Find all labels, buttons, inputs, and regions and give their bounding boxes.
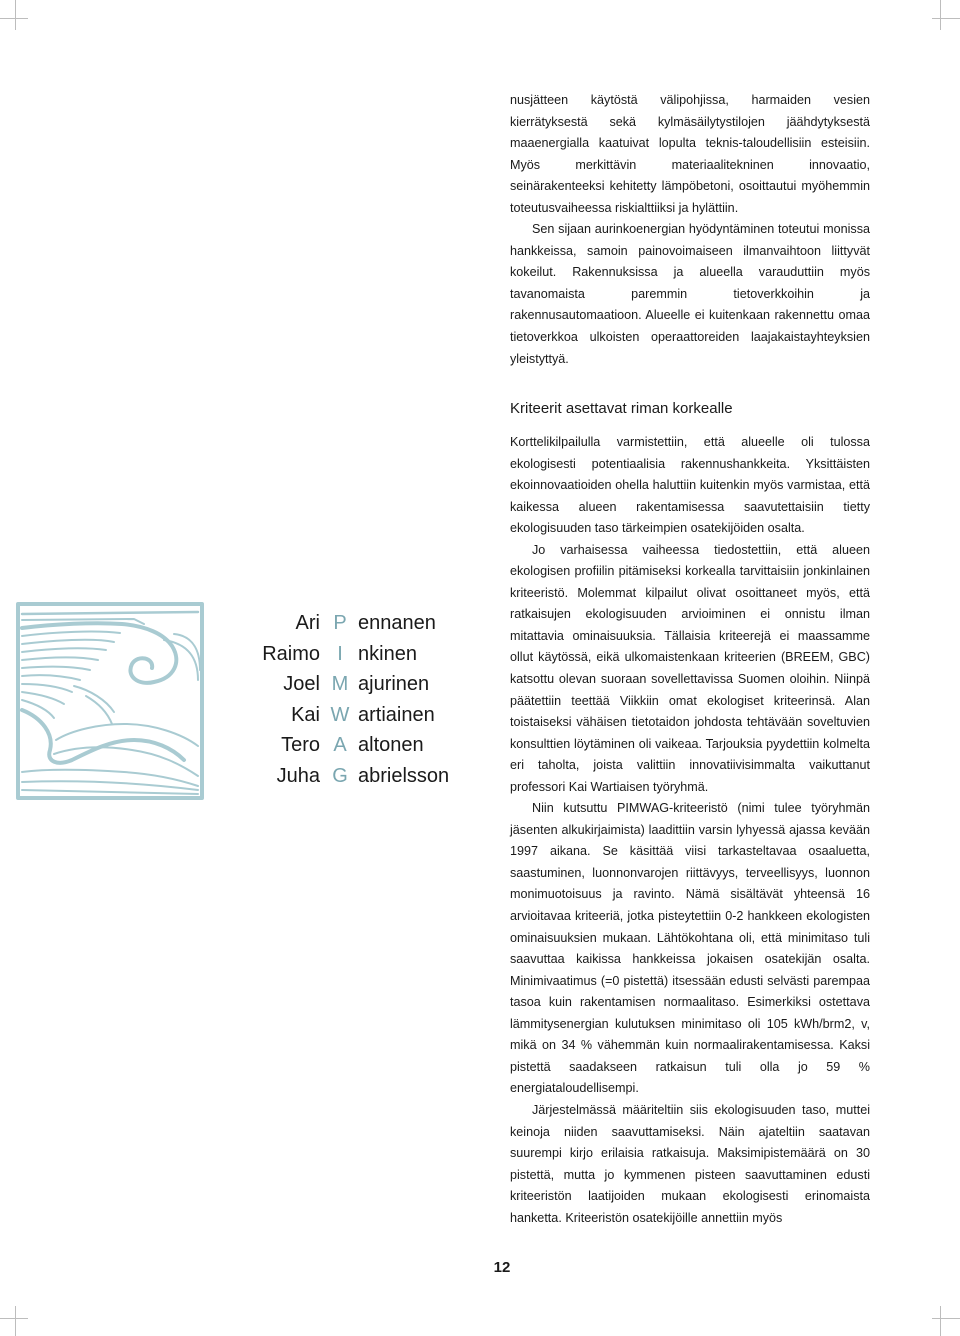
- crop-mark: [940, 1306, 941, 1336]
- body-paragraph: Jo varhaisessa vaiheessa tiedostettiin, että alueen ekologisen profiilin pitämiseksi korkealla tarvittaisiin jonkinlainen kriteeristö. Molemmat kilpailut olivat osoittaneet myös, että ratkaisujen ekologisuuden arvioiminen ei onnistu ilman mitattavia ominaisuuksia. Tällaisia kriteerejä ei maassamme ollut käytössä, eikä ulkomaistenkaan kriteerien (BREEM, GBC) katsottu olevan suoraan sovellettavissa Suomen oloihin. Niinpä päätettiin teettää Viikkiin omat ekologiset kriteerinsä. Alan toistaiseksi vähäisen tietotaidon johdosta tehtävään soveltuvien konsulttien löytäminen oli vaikeaa. Tarjouksia pyydettiin kolmelta eri taholta, joista valittiin innovatiivisimmalta vaikuttanut professori Kai Wartiaisen työryhmä.: [510, 542, 870, 794]
- author-initial: G: [332, 764, 348, 787]
- body-paragraph: Sen sijaan aurinkoenergian hyödyntäminen toteutui monissa hankkeissa, samoin painovoimaiseen ilmanvaihtoon liittyvät kokeilut. Rakennuksissa ja alueella varauduttiin myös tavanomaista paremmin tietoverkkoihin ja rakennusautomaatioon. Alueelle ei kuitenkaan rakennettu omaa tietoverkkoa ulkoisten operaattoreiden laajakaistayhteyksien yleistyttyä.: [510, 222, 870, 366]
- author-initial: W: [330, 703, 350, 726]
- main-text-column: [510, 432, 870, 1229]
- author-initial: I: [337, 642, 343, 665]
- author-row: [240, 643, 480, 674]
- crop-mark: [932, 18, 960, 19]
- author-row: [240, 765, 480, 796]
- author-row: [240, 612, 480, 643]
- crop-mark: [15, 1306, 16, 1336]
- body-paragraph: Niin kutsuttu PIMWAG-kriteeristö (nimi tulee työryhmän jäsenten alkukirjaimista) laadittiin varsin lyhyessä ajassa kevään 1997 aikana. Se käsittää viisi tarkasteltavaa osaaluetta, saastuminen, luonnonvarojen riittävyys, terveellisyys, luonnon monimuotoisuus ja ravinto. Nämä sisältävät yhteensä 16 arvioitavaa kriteeriä, jotka pisteytettiin 0-2 hankkeen ekologisten ominaisuuksien mukaan. Lähtökohtana oli, että minimitaso tuli saavuttaa kaikissa hankkeissa jokaisen osatekijän osalta. Minimivaatimus (=0 pistettä) itsessään edusti selvästi parempaa tasoa kuin rakentamisen normaalitaso. Esimerkiksi ostettava lämmitysenergian kulutuksen minimitaso oli 105 kWh/brm2, v, mikä on 34 % vähemmän kuin normaalirakentamisessa. Kaksi pistettä saadakseen ratkaisun tuli olla jo 59 % energiataloudellisempi.: [510, 801, 870, 1096]
- crop-mark: [0, 1318, 28, 1319]
- body-paragraph: Järjestelmässä määriteltiin siis ekologisuuden taso, muttei keinoja niiden saavuttamiseksi. Näin ajateltiin saatavan suurempi kirjo erilaisia ratkaisuja. Maksimipistemäärä on 30 pistettä, mutta jo kymmenen pisteen saavuttaminen edusti kriteeristön laatijoiden mukaan ekologisesti erinomaista hanketta. Kriteeristön osatekijöille annettiin myös: [510, 1102, 870, 1225]
- top-text-column: [510, 90, 870, 370]
- section-heading: Kriteerit asettavat riman korkealle: [510, 400, 733, 417]
- author-row: [240, 673, 480, 704]
- crop-mark: [0, 18, 28, 19]
- author-surname-rest: ennanen: [358, 612, 436, 634]
- author-first-name: Tero: [281, 734, 320, 756]
- author-first-name: Kai: [291, 703, 320, 726]
- author-surname-rest: nkinen: [358, 642, 417, 665]
- author-surname-rest: artiainen: [358, 703, 435, 726]
- author-surname-rest: abrielsson: [358, 764, 450, 787]
- author-initial: A: [333, 734, 347, 756]
- page-number: 12: [493, 1259, 511, 1276]
- body-paragraph: nusjätteen käytöstä välipohjissa, harmaiden vesien kierrätyksestä sekä kylmäsäilytystilojen jäähdytyksestä maaenergialla kaatuivat lopulta teknis-taloudellisiin esteisiin. Myös merkittävin materiaalitekninen innovaatio, seinärakenteeksi kehitetty lämpöbetoni, osoittautui myöhemmin toteutusvaiheessa riskialttiiksi ja hylättiin.: [510, 93, 870, 215]
- wave-sketch-logo: [14, 600, 206, 802]
- author-row: [240, 734, 480, 765]
- crop-mark: [932, 1318, 960, 1319]
- author-initial: P: [333, 612, 347, 634]
- author-row: [240, 704, 480, 735]
- author-initial: M: [331, 673, 349, 695]
- author-list: [240, 612, 480, 795]
- author-surname-rest: ajurinen: [358, 673, 430, 695]
- crop-mark: [15, 0, 16, 30]
- author-surname-rest: altonen: [358, 734, 424, 756]
- author-first-name: Juha: [276, 764, 320, 787]
- body-paragraph: Korttelikilpailulla varmistettiin, että alueelle oli tulossa ekologisesti potentiaalisia rakennushankkeita. Yksittäisten ekoinnovaatioiden ohella haluttiin kuitenkin myös varmistaa, että kaikessa alueen rakentamisessa saavutettaisiin tietty ekologisuuden taso tärkeimpien osatekijöiden osalta.: [510, 435, 870, 536]
- crop-mark: [940, 0, 941, 30]
- author-first-name: Joel: [283, 673, 320, 695]
- author-first-name: Ari: [295, 612, 320, 634]
- author-first-name: Raimo: [262, 642, 320, 665]
